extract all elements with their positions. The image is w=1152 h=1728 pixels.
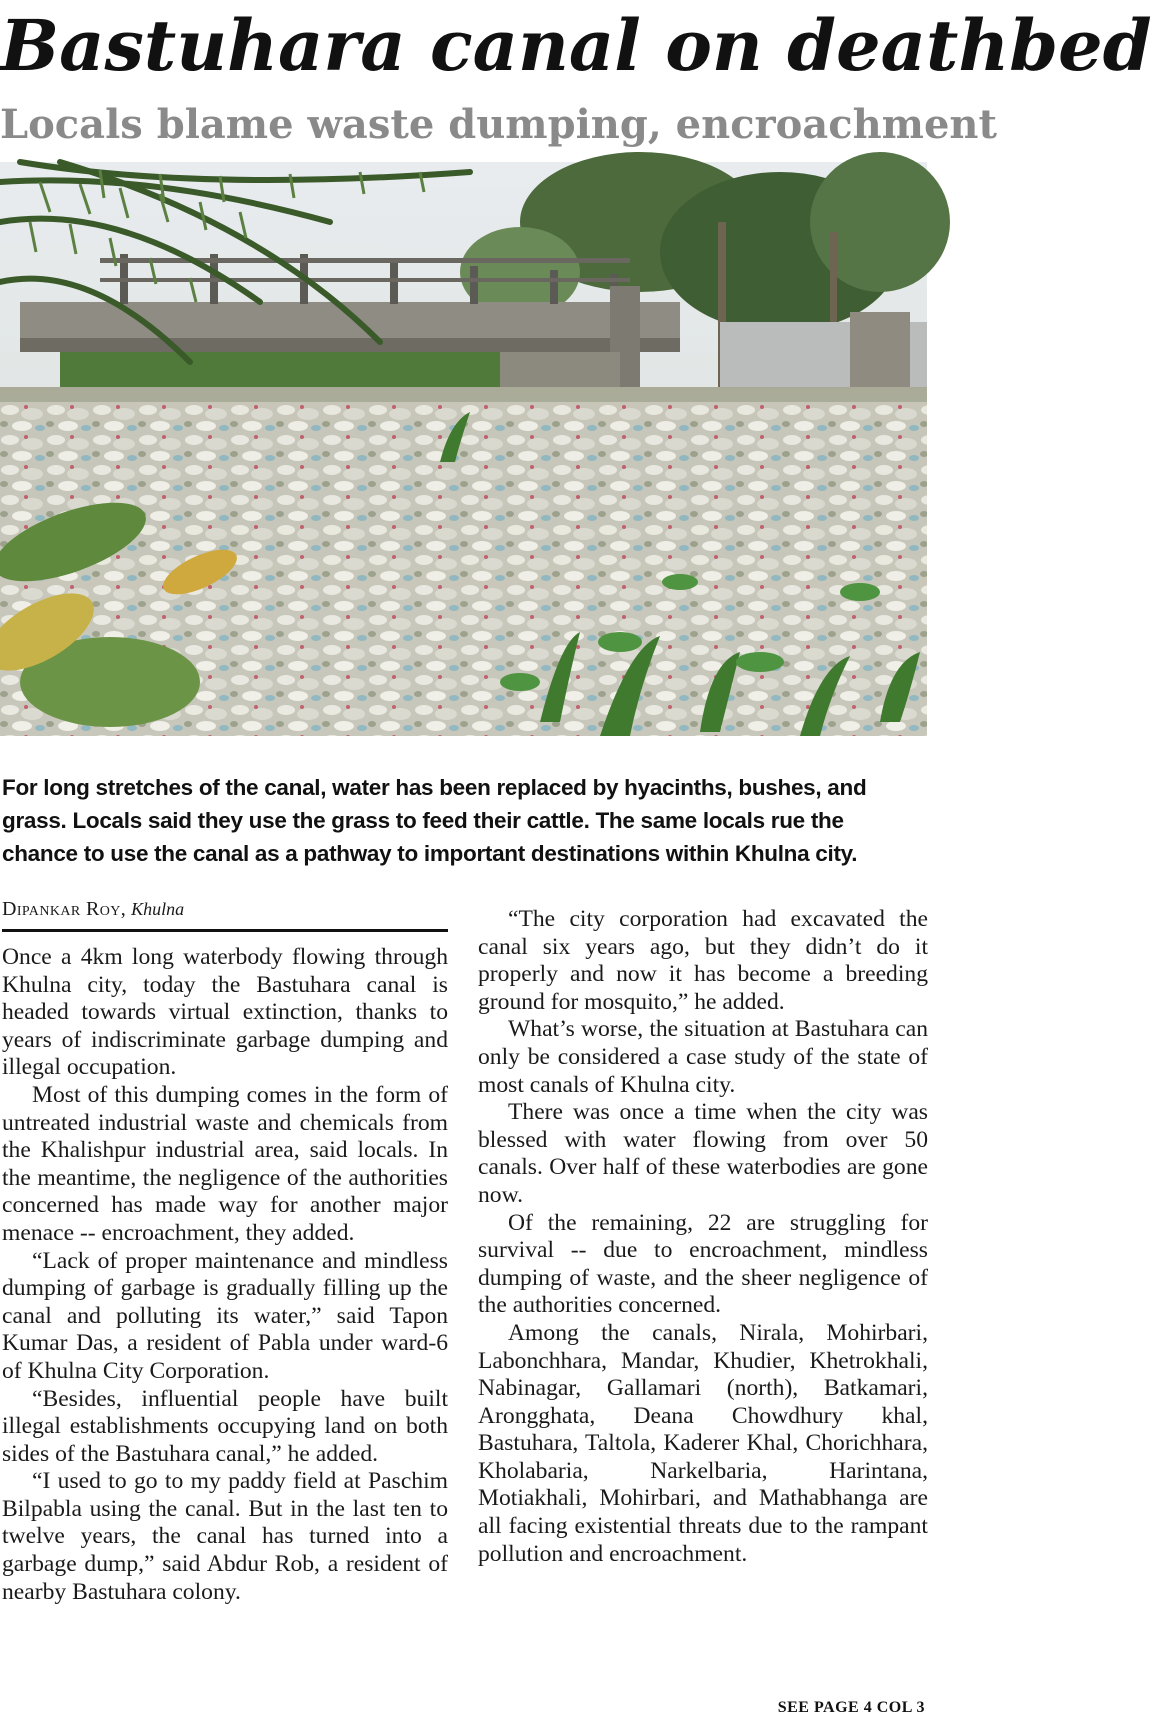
- paragraph: Once a 4km long waterbody flowing through Khulna city, today the Bastuhara canal is headed towards virtual extinction, thanks to years of indiscriminate garbage dumping and illegal occupation.: [2, 944, 448, 1081]
- paragraph: There was once a time when the city was blessed with water flowing from over 50 canals. Over half of these waterbodies are gone now.: [478, 1099, 928, 1208]
- headline: Bastuhara canal on deathbed: [0, 4, 1152, 87]
- paragraph: “Besides, influential people have built illegal establishments occupying land on both sides of the Bastuhara canal,” he added.: [2, 1385, 448, 1467]
- byline-location: Khulna: [131, 899, 185, 919]
- byline-author: Dipankar Roy,: [2, 898, 127, 920]
- byline: [2, 895, 448, 932]
- article-column-right: [478, 906, 928, 1568]
- paragraph: “I used to go to my paddy field at Paschim Bilpabla using the canal. But in the last ten to twelve years, the canal has turned into a garbage dump,” said Abdur Rob, a resident of nearby Bastuhara colony.: [2, 1468, 448, 1605]
- paragraph: Of the remaining, 22 are struggling for survival -- due to encroachment, mindless dumping of waste, and the sheer negligence of the authorities concerned.: [478, 1209, 928, 1319]
- subheadline: Locals blame waste dumping, encroachment: [0, 101, 997, 148]
- paragraph: What’s worse, the situation at Bastuhara can only be considered a case study of the state of most canals of Khulna city.: [478, 1016, 928, 1098]
- paragraph: “The city corporation had excavated the canal six years ago, but they didn’t do it properly and now it has become a breeding ground for mosquito,” he added.: [478, 906, 928, 1015]
- continued-on-page-link: SEE PAGE 4 COL 3: [777, 1699, 925, 1716]
- paragraph: Among the canals, Nirala, Mohirbari, Labonchhara, Mandar, Khudier, Khetrokhali, Nabinagar, Gallamari (north), Batkamari, Arongghata, Deana Chowdhury khal, Bastuhara, Taltola, Kaderer Khal, Chorichhara, Kholabaria, Narkelbaria, Harintana, Motiakhali, Mohirbari, and Mathabhanga are all facing existential threats due to the rampant pollution and encroachment.: [478, 1319, 928, 1567]
- paragraph: Most of this dumping comes in the form of untreated industrial waste and chemicals from the Khalishpur industrial area, said locals. In the meantime, the negligence of the authorities concerned has made way for another major menace -- encroachment, they added.: [2, 1081, 448, 1246]
- paragraph: “Lack of proper maintenance and mindless dumping of garbage is gradually filling up the canal and polluting its water,” said Tapon Kumar Das, a resident of Pabla under ward-6 of Khulna City Corporation.: [2, 1247, 448, 1384]
- article-column-left: [2, 944, 448, 1606]
- photo-caption: For long stretches of the canal, water has been replaced by hyacinths, bushes, and grass. Locals said they use the grass to feed their cattle. The same locals rue the chance to use the canal as a pathway to important destinations within Khulna city.: [2, 775, 867, 866]
- canal-garbage-photo: [0, 162, 927, 736]
